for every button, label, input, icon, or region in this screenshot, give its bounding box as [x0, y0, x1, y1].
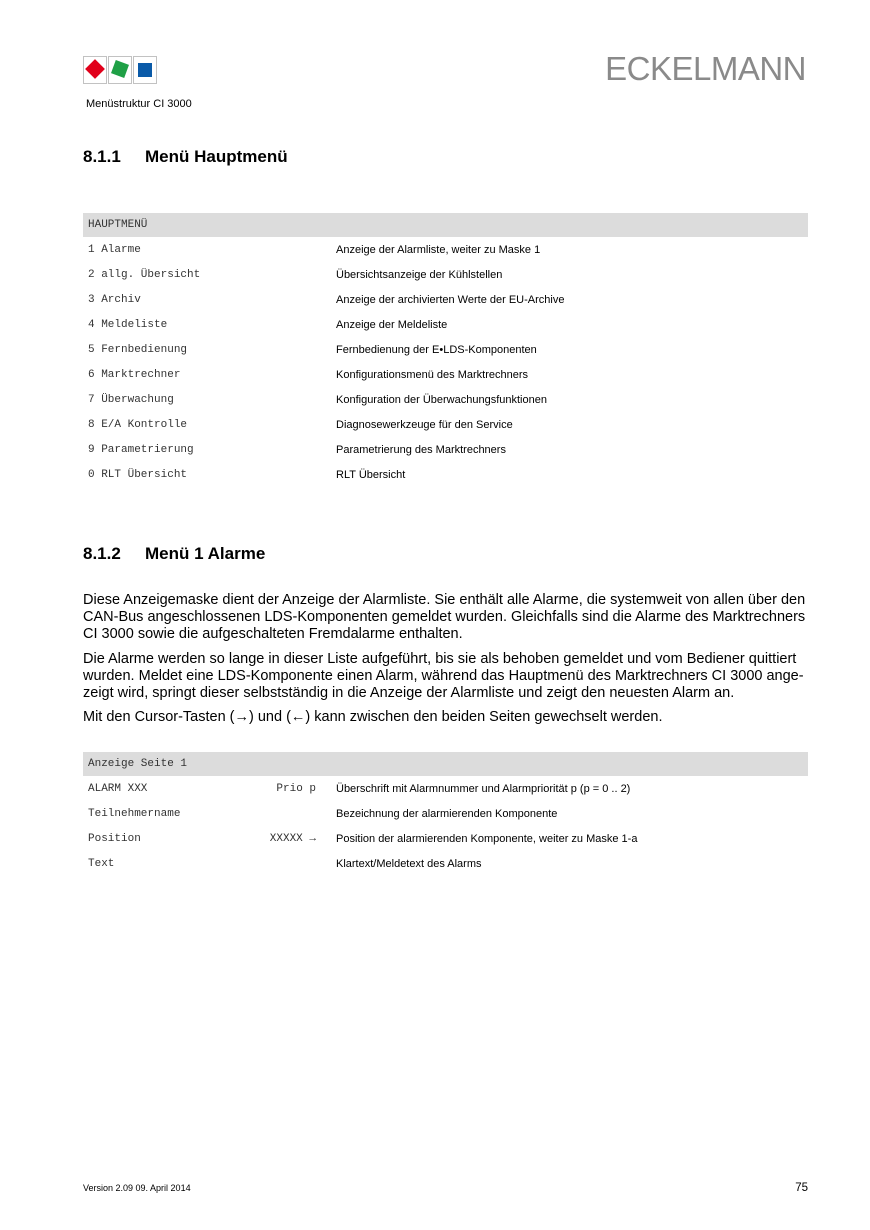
- field-description: Bezeichnung der alarmierenden Komponente: [336, 808, 558, 820]
- display-value: Prio p: [276, 783, 316, 795]
- table-row: [83, 338, 808, 363]
- table-row: [83, 852, 808, 877]
- menu-item: 2 allg. Übersicht: [88, 269, 201, 281]
- menu-description: Anzeige der Meldeliste: [336, 319, 448, 331]
- menu-item: 6 Marktrechner: [88, 369, 181, 381]
- section-title: Menü 1 Alarme: [145, 544, 266, 563]
- menu-item: 1 Alarme: [88, 244, 141, 256]
- table-row: [83, 463, 808, 488]
- table-row: [83, 238, 808, 263]
- footer-version: Version 2.09 09. April 2014: [83, 1183, 191, 1193]
- menu-item: 0 RLT Übersicht: [88, 469, 188, 481]
- menu-description: Übersichtsanzeige der Kühlstellen: [336, 269, 503, 281]
- eckelmann-logo: [83, 56, 157, 84]
- section-heading-hauptmenue: [83, 147, 288, 167]
- display-field: Teilnehmername: [88, 808, 181, 820]
- menu-item: 4 Meldeliste: [88, 319, 168, 331]
- menu-item: 3 Archiv: [88, 294, 141, 306]
- table-row: [83, 413, 808, 438]
- section-number: 8.1.2: [83, 544, 121, 563]
- paragraph: Diese Anzeigemaske dient der Anzeige der Alarmliste. Sie enthält alle Alarme, die systemweit von allen über den CAN-Bus angeschlossenen LDS-Komponenten gemeldet wurden. Gleichfalls sind die Alarme des Marktrechners CI 3000 sowie die aufgeschalteten Fremdalarme enthalten.: [83, 592, 806, 642]
- menu-item: 9 Parametrierung: [88, 444, 194, 456]
- table-row: [83, 438, 808, 463]
- page-number: 75: [795, 1182, 808, 1194]
- field-description: Überschrift mit Alarmnummer und Alarmpriorität p (p = 0 .. 2): [336, 783, 631, 795]
- menu-item: 8 E/A Kontrolle: [88, 419, 188, 431]
- menu-description: Konfigurationsmenü des Marktrechners: [336, 369, 528, 381]
- field-description: Position der alarmierenden Komponente, weiter zu Maske 1-a: [336, 833, 638, 845]
- table-row: [83, 288, 808, 313]
- document-subtitle: Menüstruktur CI 3000: [86, 98, 192, 110]
- table-row: [83, 777, 808, 802]
- display-field: Position: [88, 833, 141, 845]
- menu-description: Fernbedienung der E•LDS-Komponenten: [336, 344, 537, 356]
- section-heading-alarme: [83, 544, 265, 564]
- menu-description: RLT Übersicht: [336, 469, 406, 481]
- table-row: [83, 313, 808, 338]
- paragraph: Mit den Cursor-Tasten (→) und (←) kann zwischen den beiden Seiten gewechselt werden.: [83, 709, 663, 725]
- paragraph: Die Alarme werden so lange in dieser Liste aufgeführt, bis sie als behoben gemeldet und vom Bediener quittiert wurden. Meldet eine LDS-Komponente einen Alarm, während das Hauptmenü des Marktrechners CI 3000 ange-zeigt wird, springt dieser selbstständig in die Anzeige der Alarmliste und zeigt den neuesten Alarm an.: [83, 651, 804, 701]
- table-header: Anzeige Seite 1: [83, 752, 808, 776]
- menu-description: Diagnosewerkzeuge für den Service: [336, 419, 513, 431]
- table-header: HAUPTMENÜ: [83, 213, 808, 237]
- display-field: ALARM XXX: [88, 783, 148, 795]
- menu-description: Anzeige der archivierten Werte der EU-Archive: [336, 294, 565, 306]
- menu-item: 7 Überwachung: [88, 394, 174, 406]
- alarm-display-table: [83, 752, 808, 877]
- menu-item: 5 Fernbedienung: [88, 344, 188, 356]
- menu-description: Parametrierung des Marktrechners: [336, 444, 506, 456]
- table-row: [83, 363, 808, 388]
- table-row: [83, 802, 808, 827]
- table-row: [83, 827, 808, 852]
- section-title: Menü Hauptmenü: [145, 147, 288, 166]
- brand-name: ECKELMANN: [605, 50, 806, 87]
- display-value: XXXXX →: [269, 833, 316, 845]
- table-row: [83, 388, 808, 413]
- hauptmenue-table: [83, 213, 808, 488]
- logo-blue-square: [138, 63, 152, 77]
- menu-description: Anzeige der Alarmliste, weiter zu Maske 1: [336, 244, 541, 256]
- menu-description: Konfiguration der Überwachungsfunktionen: [336, 394, 547, 406]
- field-description: Klartext/Meldetext des Alarms: [336, 858, 482, 870]
- table-row: [83, 263, 808, 288]
- display-field: Text: [88, 858, 115, 870]
- section-number: 8.1.1: [83, 147, 121, 166]
